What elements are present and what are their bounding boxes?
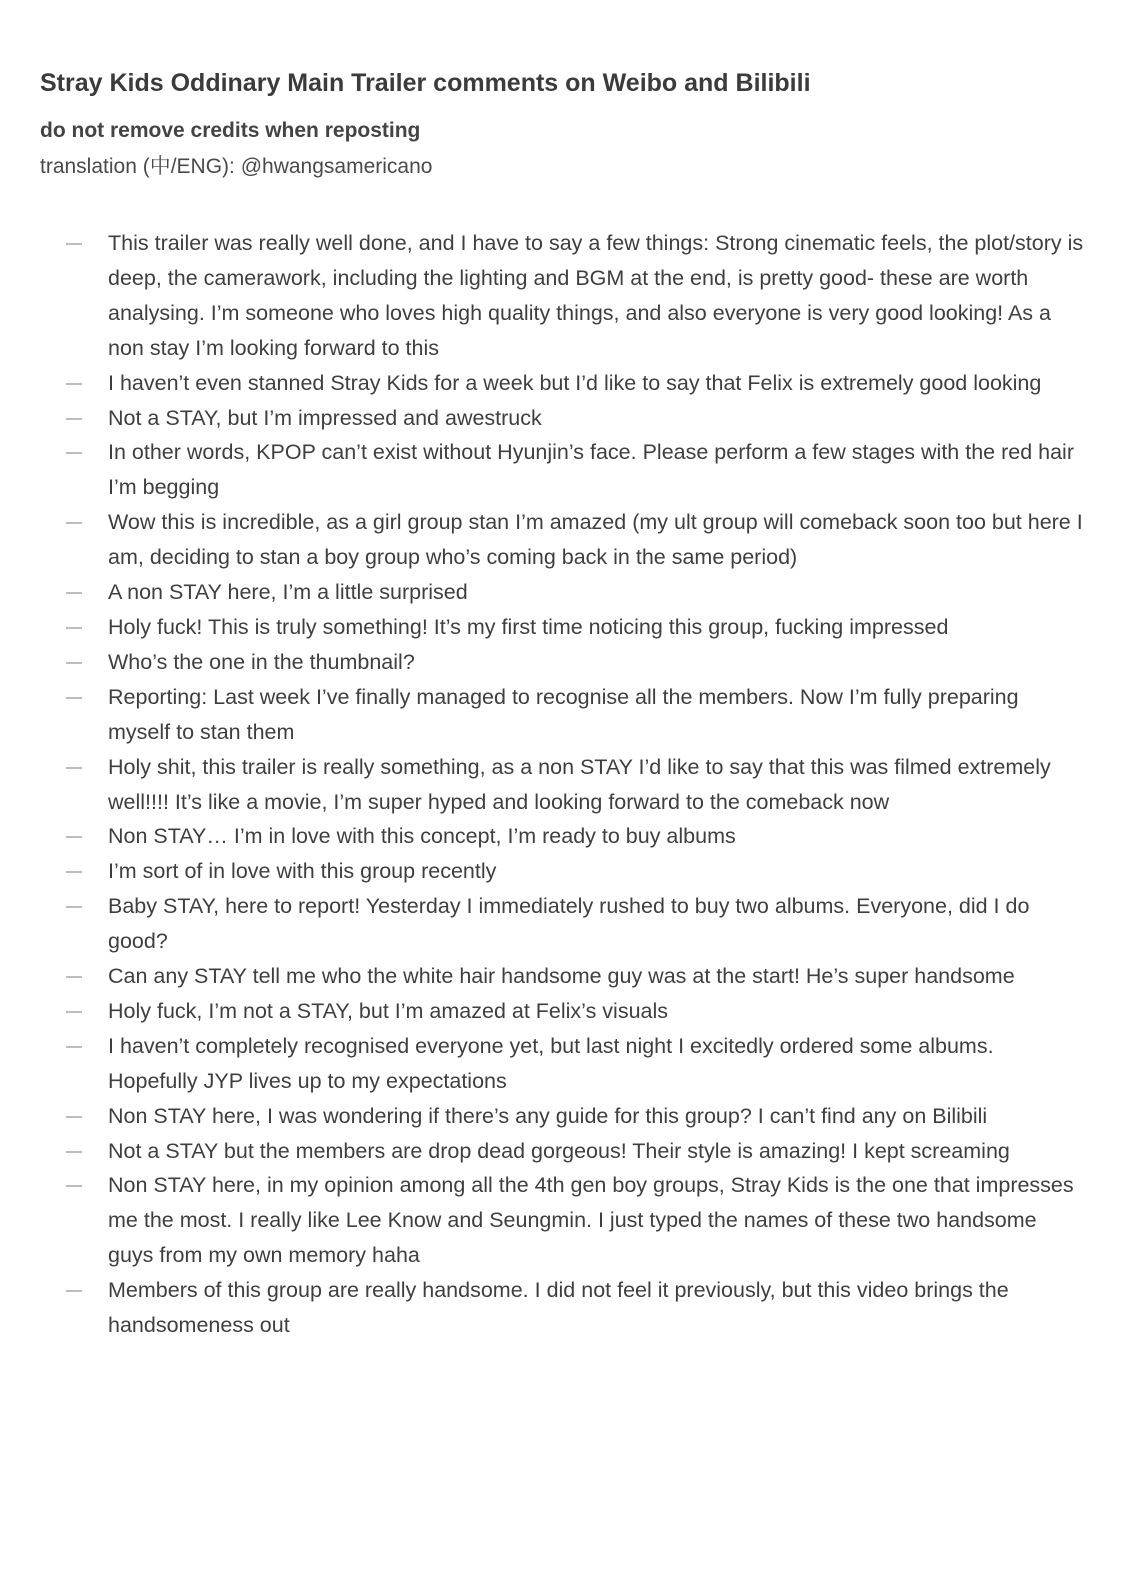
dash-bullet-icon <box>66 1046 82 1048</box>
dash-bullet-icon <box>66 1185 82 1187</box>
comment-text: Holy fuck, I’m not a STAY, but I’m amazed at Felix’s visuals <box>108 998 669 1023</box>
comment-text: Not a STAY, but I’m impressed and awestruck <box>108 405 542 430</box>
dash-bullet-icon <box>66 906 82 908</box>
list-item <box>40 680 1086 750</box>
translation-credit: translation (中/ENG): @hwangsamericano <box>40 155 433 178</box>
dash-bullet-icon <box>66 767 82 769</box>
comment-text: This trailer was really well done, and I have to say a few things: Strong cinematic feels, the plot/story is deep, the camerawork, including the lighting and BGM at the end, is pretty good- these are worth analysing. I’m someone who loves high quality things, and also everyone is very good looking! As a non stay I’m looking forward to this <box>108 231 1084 360</box>
comment-text: Not a STAY but the members are drop dead gorgeous! Their style is amazing! I kept screaming <box>108 1138 1010 1163</box>
dash-bullet-icon <box>66 697 82 699</box>
comment-text: Baby STAY, here to report! Yesterday I immediately rushed to buy two albums. Everyone, did I do good? <box>108 894 1030 954</box>
dash-bullet-icon <box>66 522 82 524</box>
comment-text: A non STAY here, I’m a little surprised <box>108 580 468 605</box>
list-item <box>40 645 1086 680</box>
list-item <box>40 1168 1086 1273</box>
dash-bullet-icon <box>66 627 82 629</box>
list-item <box>40 1134 1086 1169</box>
comment-text: Non STAY here, I was wondering if there’s any guide for this group? I can’t find any on Bilibili <box>108 1103 988 1128</box>
comment-text: Holy fuck! This is truly something! It’s my first time noticing this group, fucking impressed <box>108 614 949 639</box>
comment-text: Holy shit, this trailer is really something, as a non STAY I’d like to say that this was filmed extremely well!!!! It’s like a movie, I’m super hyped and looking forward to the comeback now <box>108 754 1051 814</box>
comment-text: I haven’t completely recognised everyone yet, but last night I excitedly ordered some albums. Hopefully JYP lives up to my expectations <box>108 1033 994 1093</box>
list-item <box>40 854 1086 889</box>
dash-bullet-icon <box>66 418 82 420</box>
comment-text: In other words, KPOP can’t exist without Hyunjin’s face. Please perform a few stages with the red hair I’m begging <box>108 440 1074 500</box>
list-item <box>40 610 1086 645</box>
list-item <box>40 1273 1086 1343</box>
dash-bullet-icon <box>66 383 82 385</box>
comment-text: Non STAY here, in my opinion among all the 4th gen boy groups, Stray Kids is the one that impresses me the most. I really like Lee Know and Seungmin. I just typed the names of these two handsome guys from my own memory haha <box>108 1173 1074 1268</box>
dash-bullet-icon <box>66 836 82 838</box>
comment-text: I’m sort of in love with this group recently <box>108 859 497 884</box>
dash-bullet-icon <box>66 662 82 664</box>
comment-text: Can any STAY tell me who the white hair handsome guy was at the start! He’s super handsome <box>108 964 1015 989</box>
list-item <box>40 889 1086 959</box>
list-item <box>40 994 1086 1029</box>
list-item <box>40 435 1086 505</box>
comment-text: Wow this is incredible, as a girl group stan I’m amazed (my ult group will comeback soon too but here I am, deciding to stan a boy group who’s coming back in the same period) <box>108 510 1083 570</box>
list-item <box>40 366 1086 401</box>
dash-bullet-icon <box>66 1011 82 1013</box>
comment-text: Who’s the one in the thumbnail? <box>108 649 415 674</box>
list-item <box>40 959 1086 994</box>
list-item <box>40 1029 1086 1099</box>
dash-bullet-icon <box>66 1116 82 1118</box>
dash-bullet-icon <box>66 1151 82 1153</box>
list-item <box>40 819 1086 854</box>
comment-list <box>40 226 1086 1343</box>
list-item <box>40 750 1086 820</box>
dash-bullet-icon <box>66 592 82 594</box>
dash-bullet-icon <box>66 1290 82 1292</box>
page-title: Stray Kids Oddinary Main Trailer comments on Weibo and Bilibili <box>40 69 811 97</box>
list-item <box>40 505 1086 575</box>
list-item <box>40 1099 1086 1134</box>
dash-bullet-icon <box>66 452 82 454</box>
list-item <box>40 226 1086 366</box>
comment-text: Members of this group are really handsome. I did not feel it previously, but this video brings the handsomeness out <box>108 1278 1009 1338</box>
list-item <box>40 575 1086 610</box>
list-item <box>40 401 1086 436</box>
page-subtitle: do not remove credits when reposting <box>40 119 421 142</box>
dash-bullet-icon <box>66 243 82 245</box>
dash-bullet-icon <box>66 976 82 978</box>
comment-text: I haven’t even stanned Stray Kids for a week but I’d like to say that Felix is extremely good looking <box>108 370 1042 395</box>
comment-text: Non STAY… I’m in love with this concept, I’m ready to buy albums <box>108 824 736 849</box>
comment-text: Reporting: Last week I’ve finally managed to recognise all the members. Now I’m fully preparing myself to stan them <box>108 684 1019 744</box>
dash-bullet-icon <box>66 871 82 873</box>
